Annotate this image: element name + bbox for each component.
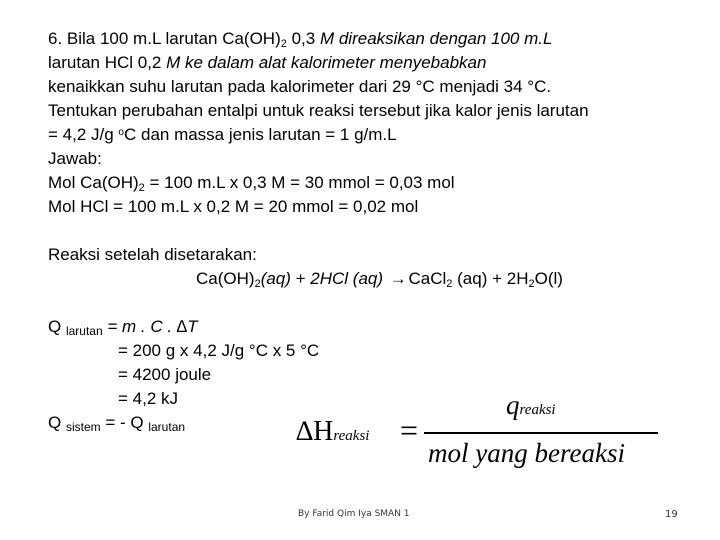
state-label: (aq) [260,269,291,288]
reaction-label: Reaksi setelah disetarakan: [48,245,257,264]
calc-step-1: = 200 g x 4,2 J/g °C x 5 °C [118,341,320,360]
calc-step-3: = 4,2 kJ [118,389,179,408]
formula-lhs [296,416,369,448]
reactant-caoh2: Ca(OH) [196,269,255,288]
answer-text: Mol Ca(OH) [48,173,139,192]
product-cacl2: CaCl [403,269,447,288]
problem-text: = 4,2 J/g [48,125,119,144]
delta-h: ∆H [296,416,334,447]
enthalpy-formula [296,388,666,468]
problem-text: larutan HCl 0,2 [48,53,167,72]
footer-credit: By Farid Qim Iya SMAN 1 [298,509,410,519]
problem-text: 0,3 [286,29,320,48]
subscript: reaksi [519,402,556,418]
subscript: reaksi [333,428,370,444]
problem-line-3: kenaikkan suhu larutan pada kalorimeter dari 29 °C menjadi 34 °C. [48,77,552,96]
problem-text-italic: M direaksikan dengan 100 m.L [319,29,553,48]
subscript: larutan [65,324,103,338]
product-water-tail: O(l) [534,269,563,288]
mol-caoh2-line [48,172,455,194]
page-number: 19 [665,509,678,520]
subscript: 2 [446,278,453,290]
subscript: 2 [254,278,261,290]
problem-text-italic: M ke dalam alat kalorimeter menyebabkan [166,53,487,72]
plus-sign: + [290,269,311,288]
q-formula: = m . C . ∆T [102,317,198,336]
subscript: 2 [138,182,145,194]
q-larutan-line [48,316,198,342]
fraction-bar [424,432,658,434]
equals-sign: = [400,412,419,448]
q-sistem-line [48,412,185,438]
reaction-equation [196,268,563,290]
numerator-q: q [506,390,520,420]
superscript: o [118,127,124,138]
reactant-hcl: 2HCl (aq) [310,269,388,288]
problem-line-4: Tentukan perubahan entalpi untuk reaksi tersebut jika kalor jenis larutan [48,101,589,120]
mol-hcl-line: Mol HCl = 100 m.L x 0,2 M = 20 mmol = 0,02 mol [48,197,419,216]
subscript: larutan [148,420,186,434]
problem-text: C dan massa jenis larutan = 1 g/m.L [123,125,397,144]
calc-text: = - Q [100,413,149,432]
problem-text: 6. Bila 100 m.L larutan Ca(OH) [48,29,281,48]
subscript: sistem [65,420,101,434]
arrow-icon: → [389,269,407,288]
problem-line-5 [48,124,397,146]
calc-text: Q [48,317,66,336]
subscript: 2 [280,38,287,50]
formula-denominator: mol yang bereaksi [428,438,625,468]
problem-line-2 [48,52,486,74]
formula-numerator [506,390,556,421]
subscript: 2 [528,278,535,290]
product-water: (aq) + 2H [452,269,529,288]
calc-step-2: = 4200 joule [118,365,212,384]
answer-text: = 100 m.L x 0,3 M = 30 mmol = 0,03 mol [144,173,455,192]
calc-text: Q [48,413,66,432]
answer-heading: Jawab: [48,149,102,168]
problem-line-1 [48,28,552,50]
